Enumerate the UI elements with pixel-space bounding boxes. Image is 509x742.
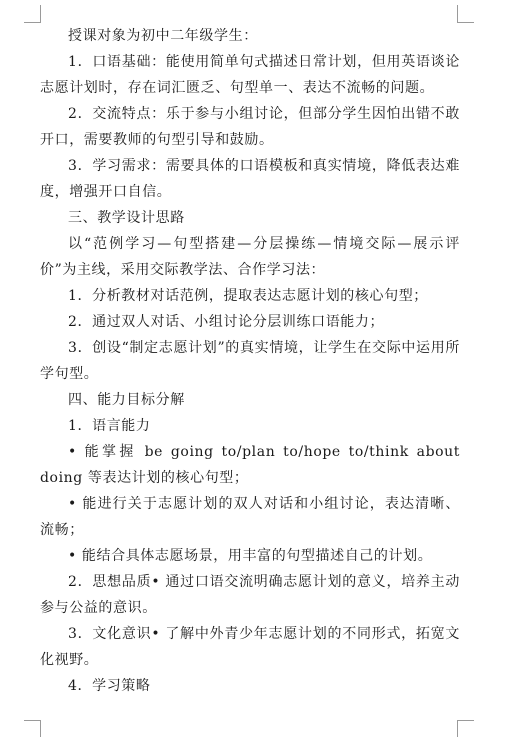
paragraph: 3．创设“制定志愿计划”的真实情境，让学生在交际中运用所学句型。 [40, 340, 460, 382]
bullet-item: • 能结合具体志愿场景，用丰富的句型描述自己的计划。 [68, 548, 433, 564]
paragraph: 2．通过双人对话、小组讨论分层训练口语能力； [68, 314, 385, 330]
paragraph: 1．口语基础：能使用简单句式描述日常计划，但用英语谈论志愿计划时，存在词汇匮乏、句型单一、表达不流畅的问题。 [40, 54, 460, 96]
crop-mark-top-left-h [24, 22, 41, 23]
section-heading: 三、教学设计思路 [68, 210, 185, 226]
bullet-item: • 能掌握 be going to/plan to/hope to/think about doing 等表达计划的核心句型； [40, 444, 460, 486]
subheading: 4．学习策略 [68, 678, 151, 694]
document-body [40, 23, 460, 699]
crop-mark-top-left-v [40, 5, 41, 22]
bullet-item: • 能进行关于志愿计划的双人对话和小组讨论，表达清晰、流畅； [40, 496, 460, 538]
section-heading: 四、能力目标分解 [68, 392, 185, 408]
paragraph: 1．分析教材对话范例，提取表达志愿计划的核心句型； [68, 288, 428, 304]
paragraph: 2．交流特点：乐于参与小组讨论，但部分学生因怕出错不敢开口，需要教师的句型引导和鼓励。 [40, 106, 460, 148]
paragraph: 3．文化意识• 了解中外青少年志愿计划的不同形式，拓宽文化视野。 [40, 626, 460, 668]
crop-mark-bottom-left-v [40, 720, 41, 737]
crop-mark-bottom-right-h [457, 720, 474, 721]
crop-mark-top-right-v [457, 5, 458, 22]
crop-mark-bottom-left-h [24, 720, 41, 721]
crop-mark-bottom-right-v [457, 720, 458, 737]
paragraph: 授课对象为初中二年级学生： [68, 28, 258, 44]
paragraph: 2．思想品质• 通过口语交流明确志愿计划的意义，培养主动参与公益的意识。 [40, 574, 460, 616]
subheading: 1．语言能力 [68, 418, 151, 434]
paragraph: 3．学习需求：需要具体的口语模板和真实情境，降低表达难度，增强开口自信。 [40, 158, 460, 200]
paragraph: 以“范例学习—句型搭建—分层操练—情境交际—展示评价”为主线，采用交际教学法、合作学习法： [40, 236, 460, 278]
